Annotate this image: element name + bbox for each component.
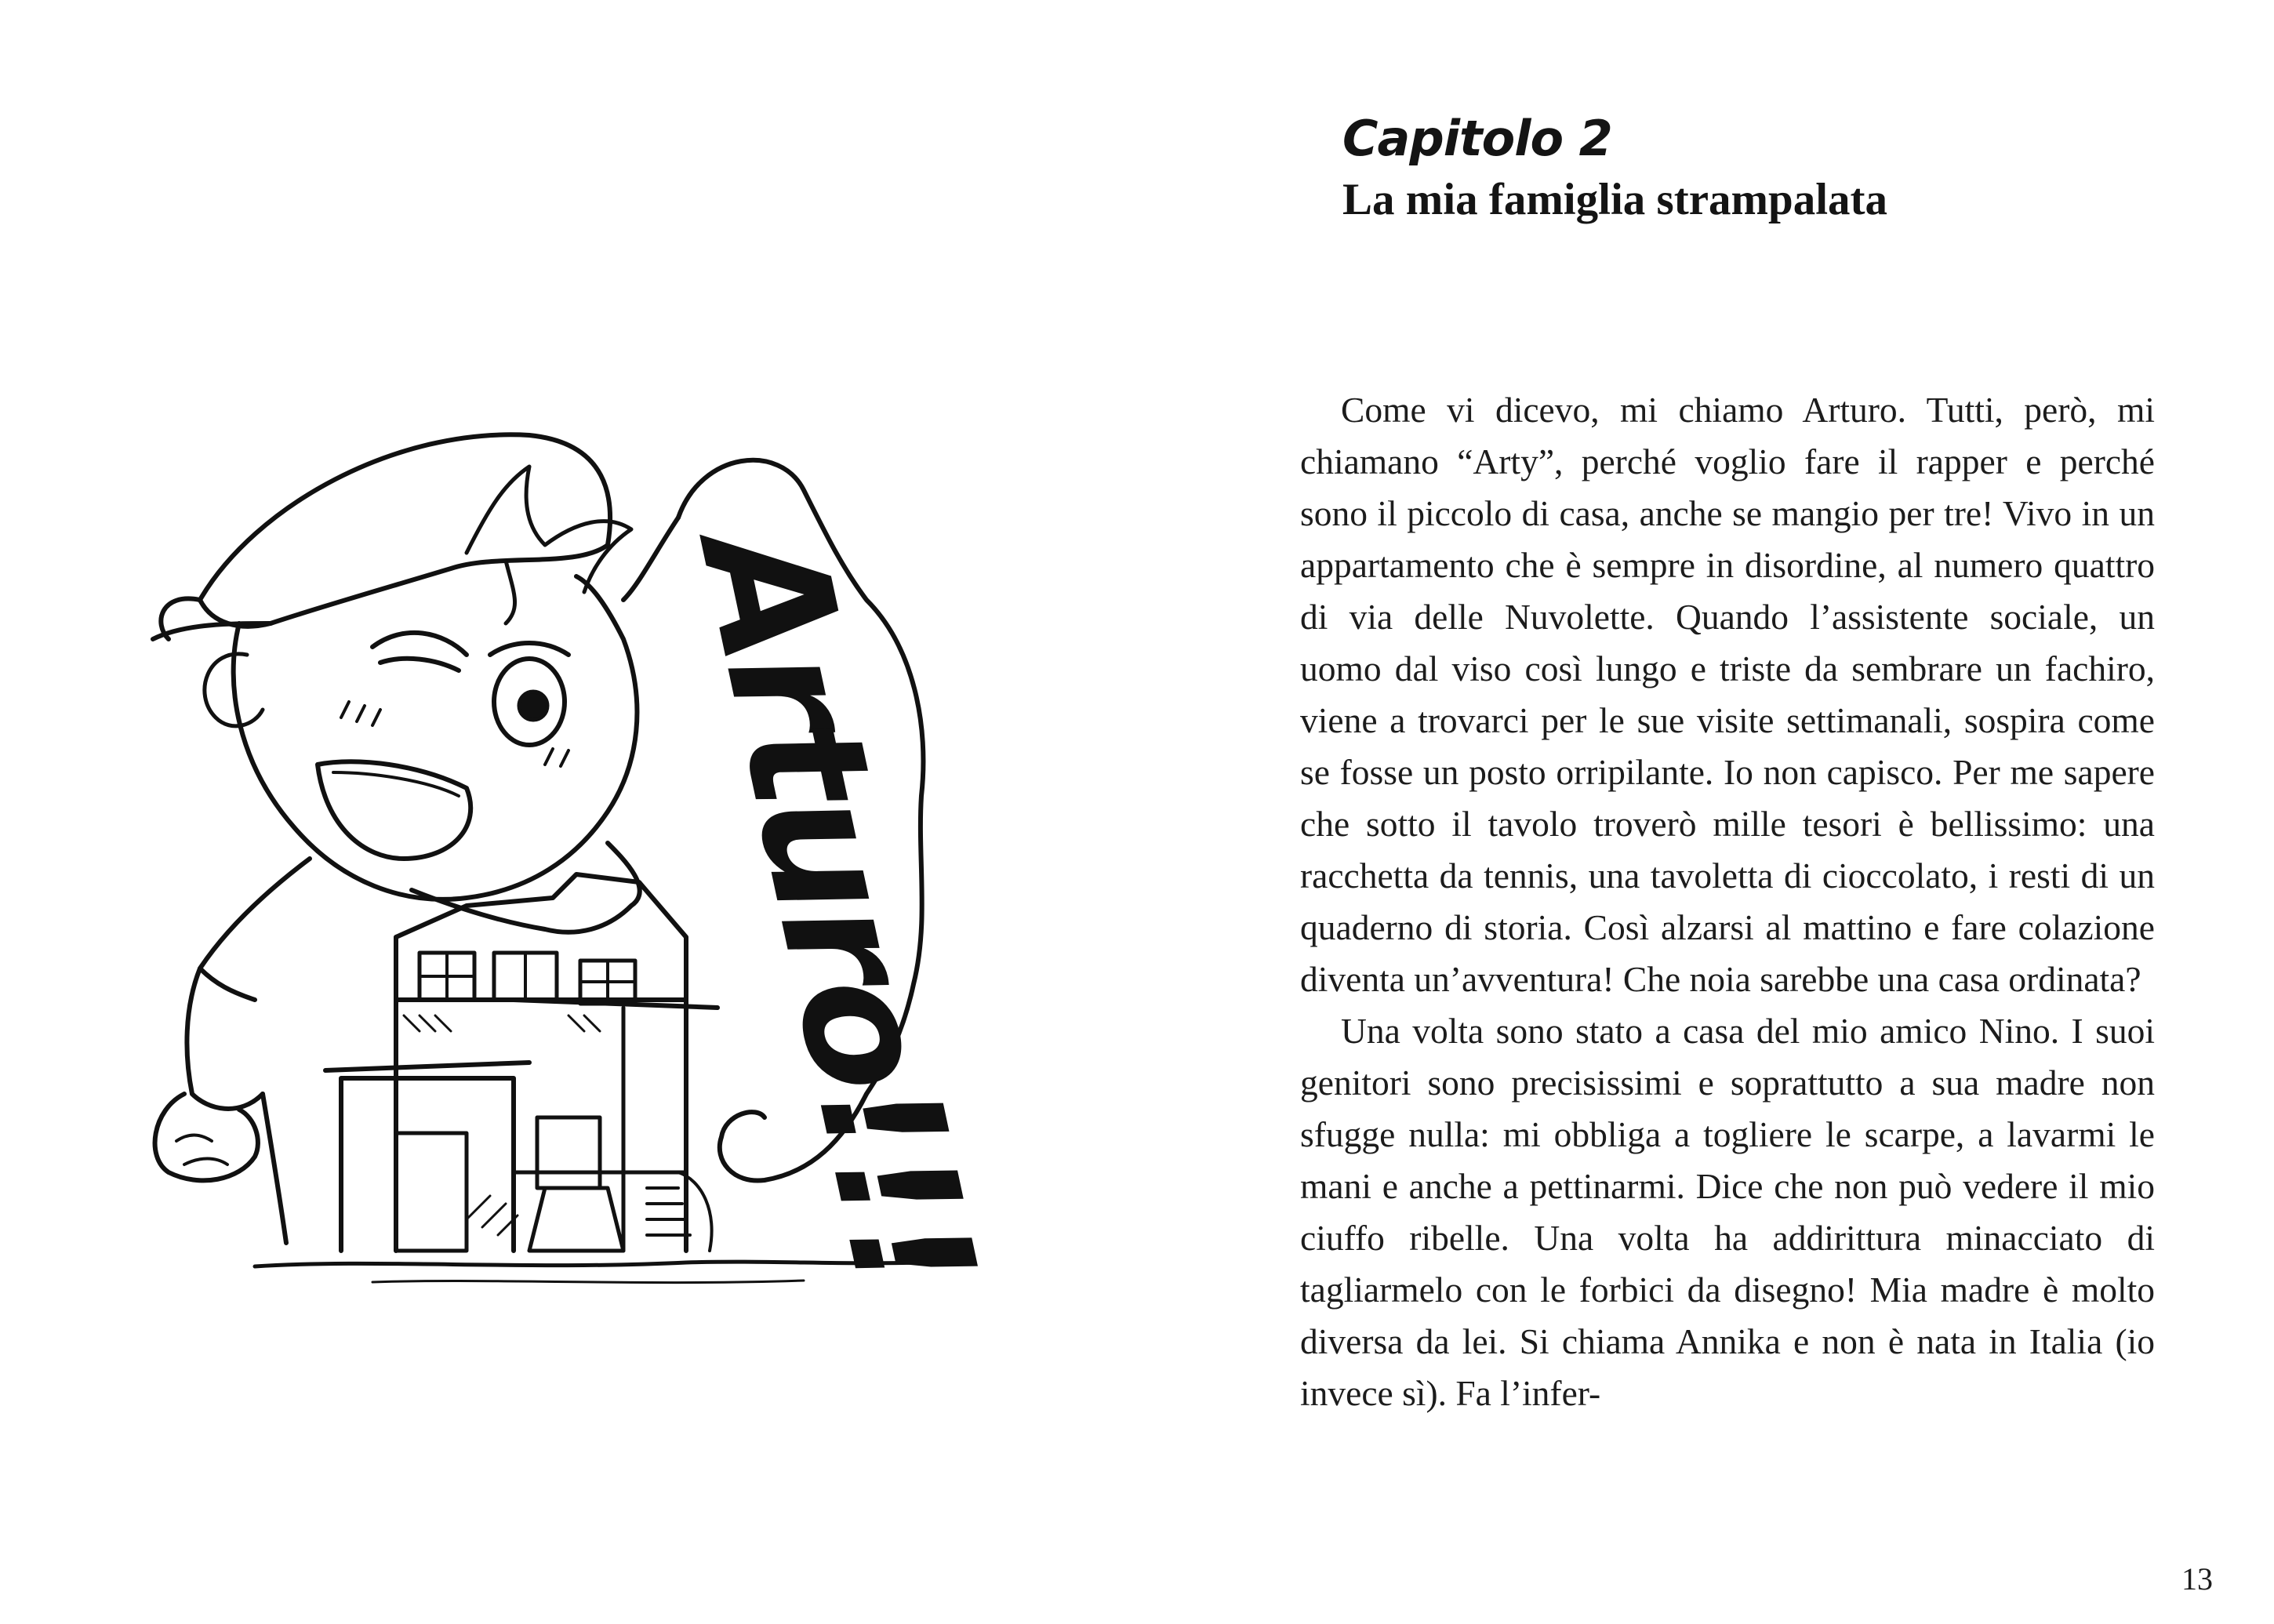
chapter-label: Capitolo 2 (1342, 110, 1612, 167)
chapter-body (1300, 384, 2155, 1419)
paragraph: Come vi dicevo, mi chiamo Arturo. Tutti, però, mi chiamano “Arty”, perché voglio fare il rapper e perché sono il piccolo di casa, anche se mangio per tre! Vivo in un appartamento che è sempre in disordine, al numero quattro di via delle Nuvolette. Quando l’assistente sociale, un uomo dal viso così lungo e triste da sembrare un fachiro, viene a trovarci per le sue visite settimanali, sospira come se fosse un posto orripilante. Io non capisco. Per me sapere che sotto il tavolo troverò mille tesori è bellissimo: una racchetta da tennis, una tavoletta di cioccolato, i resti di un quaderno di storia. Così alzarsi al mattino e fare colazione diventa un’avventura! Che noia sarebbe una casa ordinata? (1300, 390, 2155, 999)
page-number: 13 (2181, 1561, 2213, 1597)
house-drawing (325, 874, 717, 1251)
right-page (1137, 0, 2274, 1624)
chapter-title: La mia famiglia strampalata (1342, 175, 1888, 224)
bubble-lettering: Arturo!!! (663, 513, 1008, 1294)
paragraph: Una volta sono stato a casa del mio amico Nino. I suoi genitori sono precisissimi e soprattutto a sua madre non sfugge nulla: mi obbliga a togliere le scarpe, a lavarmi le mani e anche a pettinarmi. Dice che non può vedere il mio ciuffo ribelle. Una volta ha addirittura minacciato di tagliarmelo con le forbici da disegno! Mia madre è molto diversa da lei. Si chiama Annika e non è nata in Italia (io invece sì). Fa l’infer- (1300, 1011, 2155, 1413)
illustration-boy-with-house (137, 388, 1008, 1294)
cap (200, 434, 610, 626)
